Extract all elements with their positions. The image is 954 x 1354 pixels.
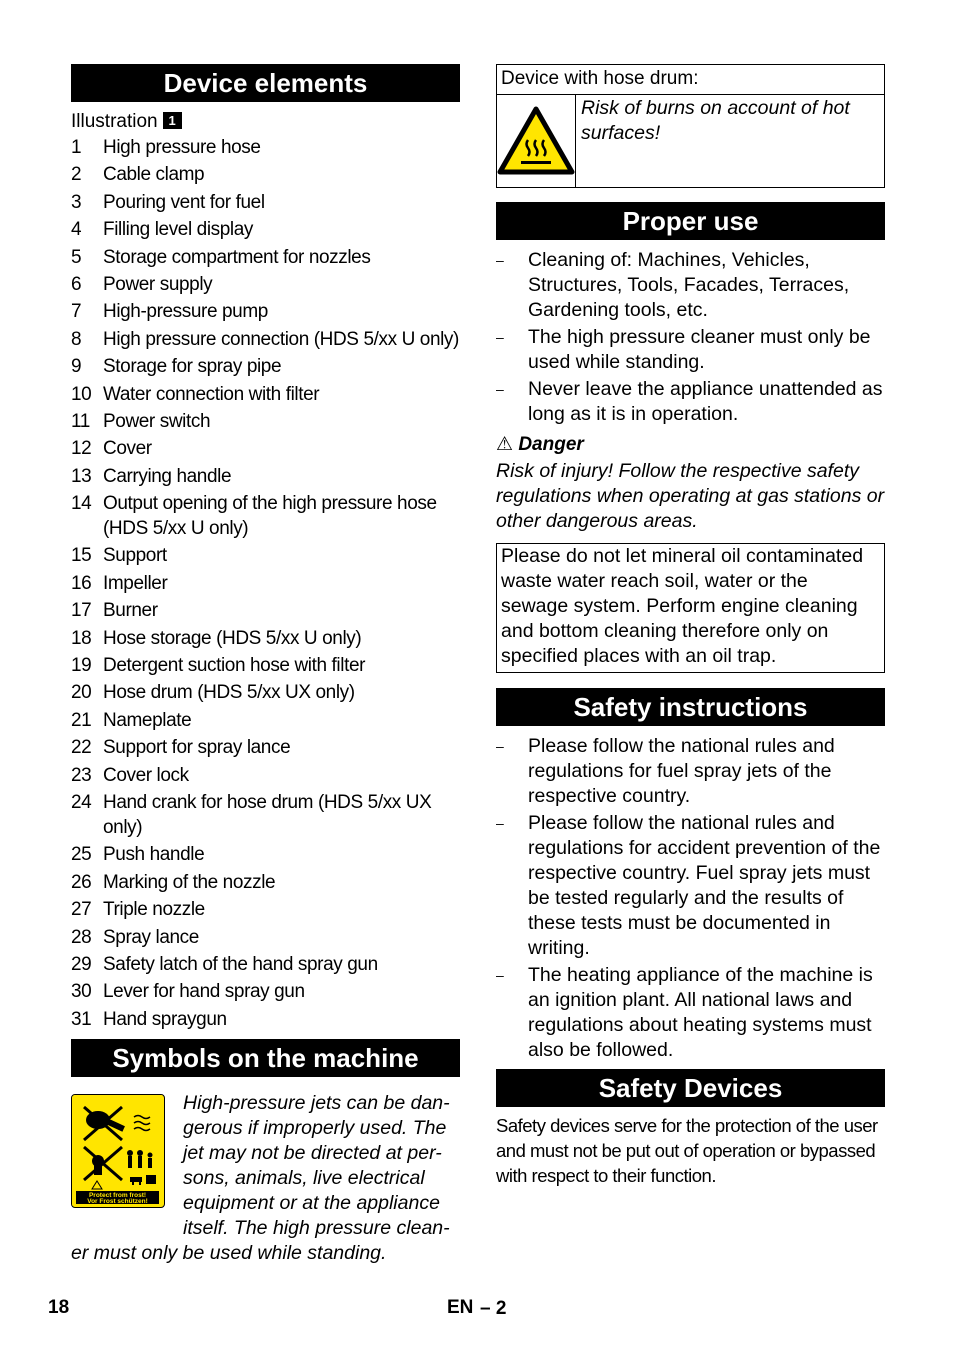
dash-bullet: – — [496, 381, 504, 397]
item-number: 23 — [71, 764, 92, 786]
device-element-item — [71, 135, 460, 160]
symbol-line: sons, animals, live electrical — [183, 1166, 425, 1189]
illustration-ref — [71, 109, 460, 135]
item-number: 29 — [71, 953, 92, 975]
item-number: 27 — [71, 899, 92, 921]
device-element-item — [71, 162, 460, 187]
item-label: Push handle — [103, 844, 205, 866]
item-label: Water connection with filter — [103, 383, 320, 405]
safety-devices-heading: Safety Devices — [496, 1069, 885, 1107]
item-label: High pressure hose — [103, 137, 261, 158]
item-label: Carrying handle — [103, 465, 232, 487]
item-label: Hose storage (HDS 5/xx U only) — [103, 627, 362, 649]
item-number: 9 — [71, 356, 82, 378]
item-number: 2 — [71, 164, 82, 186]
item-number: 8 — [71, 328, 82, 350]
symbol-line: gerous if improperly used. The — [183, 1116, 447, 1139]
safety-instructions-heading: Safety instructions — [496, 688, 885, 726]
proper-use-item — [496, 248, 885, 323]
device-element-item — [71, 735, 460, 760]
item-label: Support — [103, 545, 167, 567]
item-label: Pouring vent for fuel — [103, 191, 265, 213]
item-label: Filling level display — [103, 219, 254, 241]
item-label: Triple nozzle — [103, 899, 205, 921]
safety-devices-text: Safety devices serve for the protection of the user and must not be put out of operation or bypassed with respect to their function. — [496, 1115, 878, 1186]
item-number: 28 — [71, 926, 92, 948]
symbols-heading: Symbols on the machine — [71, 1039, 460, 1077]
sticker-text-de: Vor Frost schützen! — [87, 1197, 148, 1205]
item-label: Support for spray lance — [103, 737, 291, 759]
illustration-number-badge: 1 — [163, 112, 182, 129]
hot-surface-warning-text: Risk of burns on account of hot surfaces! — [581, 97, 850, 144]
dash-bullet: – — [496, 329, 504, 345]
device-element-item — [71, 245, 460, 270]
page-number: 18 — [48, 1297, 70, 1318]
item-label: Marking of the nozzle — [103, 871, 276, 893]
item-label: Cable clamp — [103, 164, 205, 186]
device-element-item — [71, 763, 460, 788]
item-label: Burner — [103, 600, 158, 622]
warning-triangle-icon: ⚠ — [496, 434, 514, 455]
danger-text: Risk of injury! Follow the respective safety regulations when operating at gas stations or other dangerous areas. — [496, 460, 885, 532]
sticker-graphic — [72, 1095, 163, 1206]
illustration-label: Illustration — [71, 111, 158, 132]
item-number: 12 — [71, 438, 92, 460]
item-number: 17 — [71, 600, 92, 622]
item-number: 31 — [71, 1008, 92, 1030]
item-number: 22 — [71, 737, 92, 759]
item-number: 16 — [71, 572, 92, 594]
device-element-item — [71, 272, 460, 297]
item-number: 10 — [71, 383, 92, 405]
device-element-item — [71, 464, 460, 489]
device-element-item — [71, 436, 460, 461]
device-element-item — [71, 979, 460, 1004]
item-number: 11 — [71, 410, 90, 432]
device-element-item — [71, 598, 460, 623]
device-element-item — [71, 842, 460, 867]
item-label: Spray lance — [103, 926, 199, 948]
hose-drum-warning-box — [496, 64, 885, 188]
device-element-item — [71, 571, 460, 596]
safety-instruction-text: Please follow the national rules and regulations for accident prevention of the respective country. Fuel spray jets must be tested regularly and the results of these tests must be documented in writing. — [528, 812, 881, 959]
item-number: 1 — [71, 137, 82, 158]
item-number: 3 — [71, 191, 82, 213]
safety-instruction-item — [496, 811, 885, 961]
safety-instruction-item — [496, 963, 885, 1063]
high-pressure-warning-sticker-icon — [71, 1094, 165, 1208]
right-column — [496, 64, 885, 1188]
device-element-item — [71, 708, 460, 733]
device-element-item — [71, 190, 460, 215]
item-number: 4 — [71, 219, 82, 241]
item-label: Detergent suction hose with filter — [103, 655, 366, 677]
item-number: 6 — [71, 273, 82, 295]
device-element-item — [71, 327, 460, 352]
device-element-item — [71, 543, 460, 568]
symbol-line: High-pressure jets can be dan- — [183, 1091, 450, 1114]
safety-instruction-text: The heating appliance of the machine is an ignition plant. All national laws and regulations about heating systems must also be followed. — [528, 964, 873, 1061]
item-number: 15 — [71, 545, 92, 567]
dash-bullet: – — [496, 738, 504, 754]
item-number: 19 — [71, 655, 92, 677]
device-elements-heading: Device elements — [71, 64, 460, 102]
device-element-item — [71, 354, 460, 379]
item-label: Impeller — [103, 572, 168, 594]
item-label: Output opening of the high pressure hose (HDS 5/xx U only) — [103, 493, 437, 540]
item-label: Hand spraygun — [103, 1008, 227, 1030]
symbol-line: equipment or at the appliance — [183, 1191, 440, 1214]
item-label: Storage compartment for nozzles — [103, 246, 371, 268]
symbols-block — [71, 1091, 460, 1269]
item-label: Storage for spray pipe — [103, 356, 282, 378]
left-column — [71, 64, 460, 1269]
symbol-line: itself. The high pressure clean- — [183, 1216, 450, 1239]
proper-use-list — [496, 248, 885, 427]
device-element-item — [71, 382, 460, 407]
proper-use-heading: Proper use — [496, 202, 885, 240]
item-number: 5 — [71, 246, 82, 268]
item-label: Power switch — [103, 410, 211, 432]
safety-instructions-list — [496, 734, 885, 1063]
proper-use-text: The high pressure cleaner must only be used while standing. — [528, 326, 871, 373]
item-number: 18 — [71, 627, 92, 649]
dash-bullet: – — [496, 815, 504, 831]
item-label: Safety latch of the hand spray gun — [103, 953, 378, 975]
section-page-number: – 2 — [480, 1298, 507, 1319]
proper-use-item — [496, 325, 885, 375]
item-label: Hand crank for hose drum (HDS 5/xx UX only) — [103, 791, 432, 838]
device-element-item — [71, 217, 460, 242]
item-label: Cover — [103, 438, 152, 460]
device-element-item — [71, 952, 460, 977]
item-label: High-pressure pump — [103, 301, 268, 323]
item-number: 14 — [71, 493, 92, 515]
hose-drum-title: Device with hose drum: — [497, 65, 884, 95]
item-label: Nameplate — [103, 709, 192, 731]
item-number: 30 — [71, 981, 92, 1003]
item-number: 25 — [71, 844, 92, 866]
dash-bullet: – — [496, 252, 504, 268]
device-element-item — [71, 653, 460, 678]
device-element-item — [71, 680, 460, 705]
device-elements-list — [71, 135, 460, 1032]
language-code: EN — [447, 1297, 474, 1318]
item-label: Cover lock — [103, 764, 189, 786]
item-label: Power supply — [103, 273, 213, 295]
hot-surface-warning-icon — [497, 95, 576, 187]
safety-instruction-item — [496, 734, 885, 809]
device-element-item — [71, 925, 460, 950]
device-element-item — [71, 897, 460, 922]
proper-use-text: Never leave the appliance unattended as long as it is in operation. — [528, 378, 883, 425]
item-number: 21 — [71, 709, 92, 731]
oil-note-box: Please do not let mineral oil contaminated waste water reach soil, water or the sewage system. Perform engine cleaning and bottom cleaning therefore only on specified places with an oil trap. — [496, 543, 885, 673]
safety-instruction-text: Please follow the national rules and regulations for fuel spray jets of the respective country. — [528, 735, 835, 807]
dash-bullet: – — [496, 967, 504, 983]
proper-use-text: Cleaning of: Machines, Vehicles, Structures, Tools, Facades, Terraces, Gardening tools, etc. — [528, 249, 850, 321]
item-label: High pressure connection (HDS 5/xx U only) — [103, 328, 459, 350]
symbol-last-line: er must only be used while standing. — [71, 1241, 387, 1264]
device-element-item — [71, 1007, 460, 1032]
symbol-line: jet may not be directed at per- — [183, 1141, 442, 1164]
device-element-item — [71, 491, 460, 541]
device-element-item — [71, 626, 460, 651]
device-element-item — [71, 299, 460, 324]
item-label: Hose drum (HDS 5/xx UX only) — [103, 682, 355, 704]
sticker-text-en: Protect from frost! — [88, 1191, 147, 1199]
device-element-item — [71, 790, 460, 840]
item-label: Lever for hand spray gun — [103, 981, 305, 1003]
proper-use-item — [496, 377, 885, 427]
item-number: 7 — [71, 301, 82, 323]
device-element-item — [71, 870, 460, 895]
item-number: 13 — [71, 465, 92, 487]
danger-label-text: Danger — [518, 434, 584, 455]
device-element-item — [71, 409, 460, 434]
item-number: 24 — [71, 791, 92, 813]
item-number: 20 — [71, 682, 92, 704]
item-number: 26 — [71, 871, 92, 893]
danger-label — [496, 431, 885, 459]
